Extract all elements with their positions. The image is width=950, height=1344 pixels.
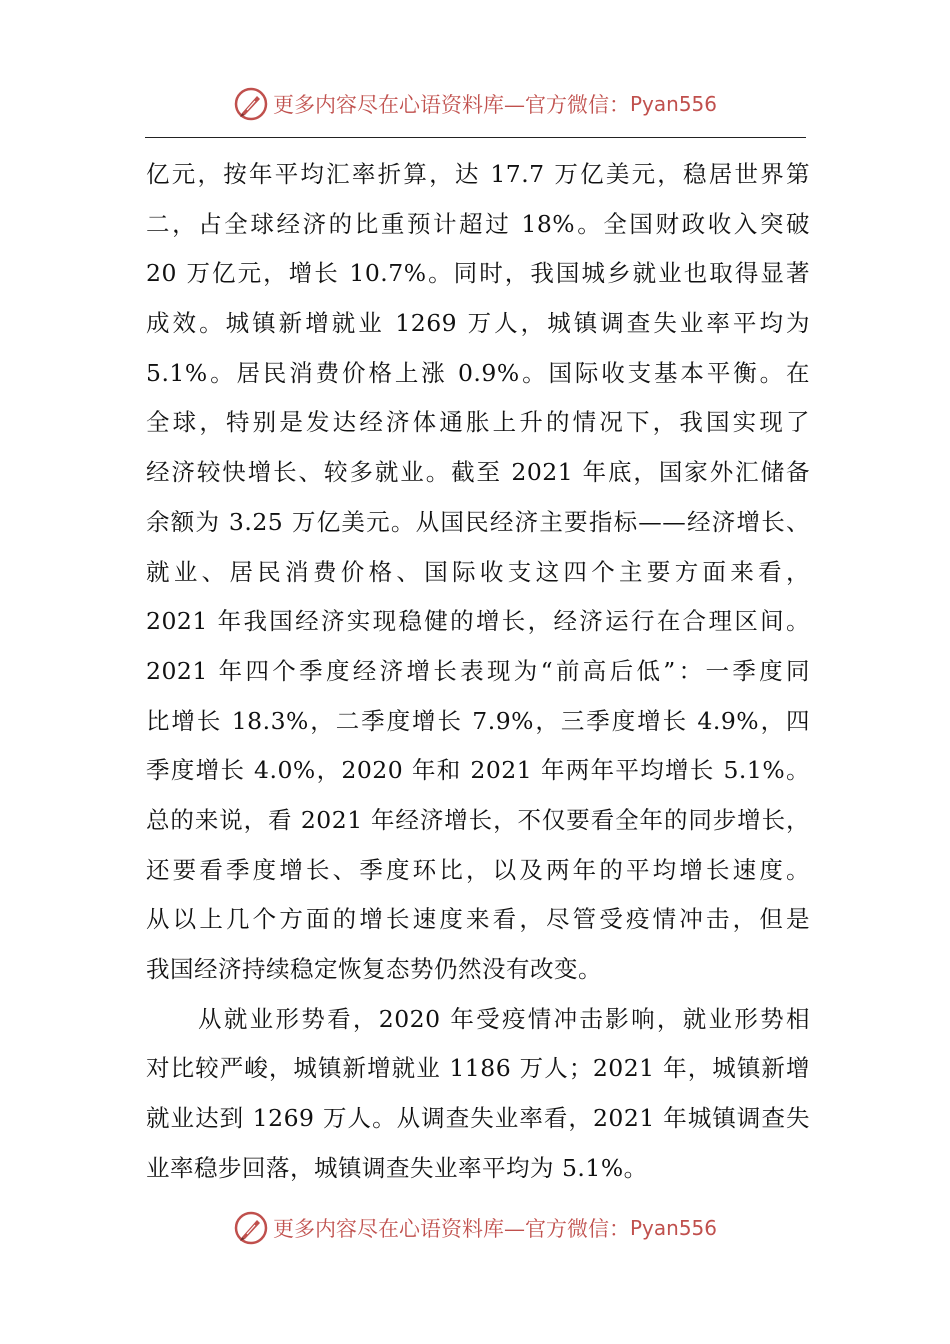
body-line: 从就业形势看，2020 年受疫情冲击影响，就业形势相 [198,1004,810,1033]
header-banner-text: 更多内容尽在心语资料库—官方微信： [272,93,630,117]
body-line: 对比较严峻，城镇新增就业 1186 万人；2021 年，城镇新增 [146,1054,810,1083]
body-line: 亿元，按年平均汇率折算，达 17.7 万亿美元，稳居世界第 [146,160,810,188]
body-line: 2021 年四个季度经济增长表现为“前高后低”：一季度同 [146,656,810,685]
footer-wechat-id: Pyan556 [629,1216,717,1240]
body-line: 经济较快增长、较多就业。截至 2021 年底，国家外汇储备 [146,458,810,487]
body-line: 20 万亿元，增长 10.7%。同时，我国城乡就业也取得显著 [146,259,810,288]
body-line: 2021 年我国经济实现稳健的增长，经济运行在合理区间。 [146,607,810,636]
body-line: 就业、居民消费价格、国际收支这四个主要方面来看， [146,557,810,586]
footer-banner [0,1208,950,1248]
header-banner [0,84,950,124]
header-divider [145,137,806,138]
body-line: 就业达到 1269 万人。从调查失业率看，2021 年城镇调查失 [146,1104,810,1133]
header-wechat-id: Pyan556 [629,92,717,116]
body-line: 总的来说，看 2021 年经济增长，不仅要看全年的同步增长， [146,805,810,834]
body-line: 比增长 18.3%，二季度增长 7.9%，三季度增长 4.9%，四 [146,706,810,735]
body-line: 业率稳步回落，城镇调查失业率平均为 5.1%。 [146,1153,648,1182]
document-body [146,150,810,1193]
pen-logo-icon [233,1210,269,1246]
body-line: 从以上几个方面的增长速度来看，尽管受疫情冲击，但是 [146,905,810,934]
body-line: 我国经济持续稳定恢复态势仍然没有改变。 [146,955,602,983]
body-line: 全球，特别是发达经济体通胀上升的情况下，我国实现了 [146,408,810,437]
body-line: 成效。城镇新增就业 1269 万人，城镇调查失业率平均为 [146,309,810,338]
body-line: 二，占全球经济的比重预计超过 18%。全国财政收入突破 [146,209,810,238]
footer-banner-text: 更多内容尽在心语资料库—官方微信： [272,1217,630,1241]
body-line: 季度增长 4.0%，2020 年和 2021 年两年平均增长 5.1%。 [146,756,810,785]
body-line: 5.1%。居民消费价格上涨 0.9%。国际收支基本平衡。在 [146,358,810,387]
body-line: 还要看季度增长、季度环比，以及两年的平均增长速度。 [146,855,810,884]
pen-logo-icon [233,86,269,122]
body-line: 余额为 3.25 万亿美元。从国民经济主要指标——经济增长、 [146,507,810,536]
